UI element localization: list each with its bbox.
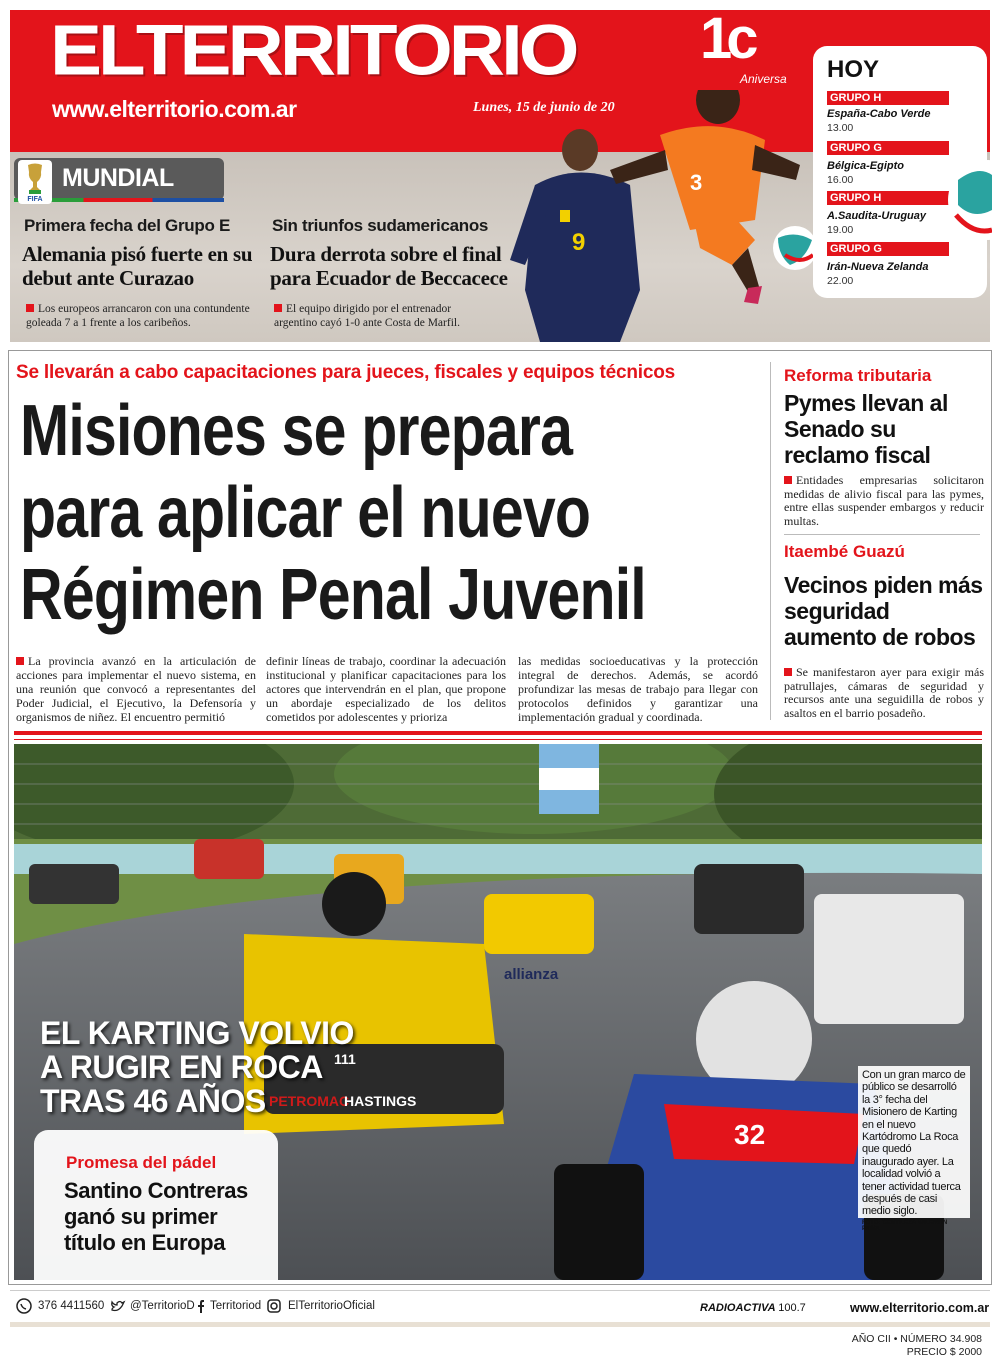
facebook-icon <box>194 1298 210 1314</box>
issue-price: PRECIO $ 2000 <box>906 1346 982 1358</box>
match-teams[interactable]: Bélgica-Egipto <box>827 160 905 172</box>
anniversary-label: Aniversa <box>740 72 787 86</box>
instagram-handle[interactable]: ElTerritorioOficial <box>288 1300 375 1312</box>
mundial-story1-kicker: Primera fecha del Grupo E <box>24 216 231 235</box>
kart-number-left: 111 <box>334 1051 356 1067</box>
anniversary-badge <box>700 6 810 86</box>
match-time: 13.00 <box>827 122 854 134</box>
radio-frequency: 100.7 <box>778 1302 806 1314</box>
side-story1-summary-text: Entidades empresarias solicitaron medidas de alivio fiscal para las pymes, entre ellas suspender embargos y reducir multas. <box>784 473 984 528</box>
bullet-icon <box>784 668 792 676</box>
side-story2-headline[interactable]: Vecinos piden más seguridad aumento de robos <box>784 572 983 650</box>
twitter-handle[interactable]: @TerritorioD <box>130 1300 195 1312</box>
match-group-label: GRUPO G <box>827 141 949 155</box>
main-story-column-2: definir líneas de trabajo, coordinar la adecuación institucional y planificar capacitaciones para los actores que intervendrán en el plan, que propone un abordaje especializado de los delitos cometidos por adolescentes y prioriza <box>266 654 506 724</box>
mundial-story2-kicker: Sin triunfos sudamericanos <box>272 216 489 235</box>
side-story1-summary <box>784 474 984 528</box>
photo-caption: Con un gran marco de público se desarrolló la 3° fecha del Misionero de Karting en el nuevo Kartódromo La Roca que quedó inaugurado ayer. La localidad volvió a tener actividad tuerca después de casi medio siglo. <box>862 1069 966 1218</box>
match-time: 22.00 <box>827 275 854 287</box>
instagram-icon <box>266 1298 282 1314</box>
side-story2-kicker: Itaembé Guazú <box>784 542 905 561</box>
kart-sponsor-hastings: HASTINGS <box>344 1093 417 1109</box>
match-group-label: GRUPO H <box>827 191 949 205</box>
radio-brand[interactable] <box>700 1302 806 1314</box>
side-story1-headline[interactable]: Pymes llevan al Senado su reclamo fiscal <box>784 390 948 468</box>
main-col1-text: La provincia avanzó en la articulación de acciones para implementar el nuevo sistema, en una reunión que convocó a representantes del Poder Judicial, el Ejecutivo, la Defensoría y organismos de niñez. El encuentro permitió <box>16 654 256 724</box>
main-story-column-1 <box>16 654 256 724</box>
whatsapp-number[interactable]: 376 4411560 <box>38 1300 105 1312</box>
ivory-coast-jersey-number: 3 <box>690 170 703 195</box>
twitter-icon <box>110 1298 126 1314</box>
match-group-label: GRUPO H <box>827 91 949 105</box>
bullet-icon <box>26 304 34 312</box>
today-title: HOY <box>827 56 880 83</box>
section-rule-thin <box>14 739 982 740</box>
mundial-story2-headline[interactable]: Dura derrota sobre el final para Ecuador de Beccacece <box>270 242 508 290</box>
ball-icon <box>948 140 992 260</box>
match-teams[interactable]: Irán-Nueva Zelanda <box>827 261 929 273</box>
edition-date: Lunes, 15 de junio de 20 <box>473 100 615 115</box>
match-teams[interactable]: España-Cabo Verde <box>827 108 931 120</box>
footer-bar <box>10 1322 990 1327</box>
padel-headline[interactable]: Santino Contreras ganó su primer título en Europa <box>64 1178 248 1255</box>
match-time: 19.00 <box>827 224 854 236</box>
kart-sponsor-allianza: allianza <box>504 966 559 983</box>
photo-caption-box <box>858 1066 970 1232</box>
mundial-story2-summary <box>274 302 494 330</box>
footer-url[interactable]: www.elterritorio.com.ar <box>850 1301 990 1315</box>
mundial-story1-summary-text: Los europeos arrancaron con una contundente goleada 7 a 1 frente a los caribeños. <box>26 303 250 329</box>
issue-year: AÑO CII <box>851 1333 891 1345</box>
side-story2-summary <box>784 666 984 720</box>
fifa-badge-text: FIFA <box>27 196 43 203</box>
kart-number-front: 32 <box>734 1119 766 1150</box>
main-headline-line: Misiones se prepara <box>20 391 573 471</box>
world-cup-trophy-icon <box>18 160 52 204</box>
section-rule <box>14 731 982 735</box>
main-story-kicker: Se llevarán a cabo capacitaciones para jueces, fiscales y equipos técnicos <box>16 362 675 383</box>
newspaper-logo[interactable] <box>50 9 576 91</box>
match-teams[interactable]: A.Saudita-Uruguay <box>827 210 927 222</box>
bullet-icon <box>784 476 792 484</box>
site-url[interactable]: www.elterritorio.com.ar <box>52 96 297 122</box>
column-separator <box>770 362 771 720</box>
main-story-headline[interactable] <box>20 390 646 636</box>
kart-sponsor-petromac: PETROMAC <box>269 1093 350 1109</box>
bullet-icon <box>16 657 24 665</box>
footer-divider <box>10 1290 990 1291</box>
issue-number: NÚMERO 34.908 <box>900 1333 982 1345</box>
main-headline-line: para aplicar el nuevo <box>20 473 591 553</box>
issue-info: AÑO CII • NÚMERO 34.908 PRECIO $ 2000 <box>851 1333 982 1358</box>
facebook-handle[interactable]: Territoriod <box>210 1300 262 1312</box>
side-story1-kicker: Reforma tributaria <box>784 366 932 385</box>
mundial-label: MUNDIAL <box>62 164 174 192</box>
photo-headline[interactable]: EL KARTING VOLVIO A RUGIR EN ROCA TRAS 46 AÑOS <box>40 1015 354 1119</box>
whatsapp-icon <box>16 1298 32 1314</box>
logo-el: EL <box>50 9 136 91</box>
bullet-icon <box>274 304 282 312</box>
photo-credit: FOTO: GENTILEZA VALENTÍN PAIVA <box>862 1219 948 1232</box>
mundial-story1-headline[interactable]: Alemania pisó fuerte en su debut ante Curazao <box>22 242 253 290</box>
anniversary-number: 1c <box>700 6 753 71</box>
match-time: 16.00 <box>827 174 854 186</box>
ecuador-jersey-number: 9 <box>572 229 586 256</box>
mundial-story2-summary-text: El equipo dirigido por el entrenador argentino cayó 1-0 ante Costa de Marfil. <box>274 303 460 329</box>
logo-name: TERRITORIO <box>135 9 576 91</box>
main-headline-line: Régimen Penal Juvenil <box>20 555 646 635</box>
side-divider <box>784 534 980 535</box>
match-group-label: GRUPO G <box>827 242 949 256</box>
main-story-column-3: las medidas socioeducativas y la protección integral de derechos. Además, se acordó profundizar las mesas de trabajo para llegar con protocolos definidos y garantizar una implementación gradual y coordinada. <box>518 654 758 724</box>
padel-kicker: Promesa del pádel <box>66 1153 217 1172</box>
side-story2-summary-text: Se manifestaron ayer para exigir más patrullajes, cámaras de seguridad y recursos ante una seguidilla de robos y asaltos en el barrio posadeño. <box>784 665 984 720</box>
mundial-story1-summary <box>26 302 262 330</box>
radio-name: RADIOACTIVA <box>700 1302 776 1314</box>
football-players-photo <box>500 90 820 342</box>
